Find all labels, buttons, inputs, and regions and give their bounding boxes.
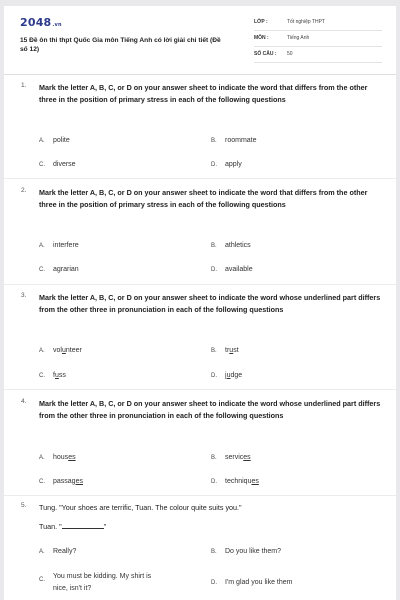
question-separator xyxy=(4,178,396,179)
option-text: services xyxy=(225,454,251,461)
option-letter: D. xyxy=(211,479,217,485)
option-letter: B. xyxy=(211,243,217,249)
answer-blank xyxy=(62,522,104,529)
meta-value: 50 xyxy=(287,51,293,57)
meta-value: Tiếng Anh xyxy=(287,35,310,41)
underlined-part: es xyxy=(68,454,76,461)
option-text: roommate xyxy=(225,137,257,144)
option-letter: B. xyxy=(211,455,217,461)
option-letter: C. xyxy=(39,373,45,379)
meta-row-count xyxy=(254,47,382,63)
question-number: 2. xyxy=(21,187,27,194)
option-letter: D. xyxy=(211,373,217,379)
option-d[interactable] xyxy=(211,579,292,586)
option-c[interactable] xyxy=(39,161,76,168)
option-letter: B. xyxy=(211,138,217,144)
question-dialogue-line xyxy=(39,521,384,533)
meta-value: Tốt nghiệp THPT xyxy=(287,19,325,25)
meta-key: LỚP : xyxy=(254,19,268,25)
option-b[interactable] xyxy=(211,347,239,354)
option-letter: A. xyxy=(39,348,45,354)
option-b[interactable] xyxy=(211,548,281,555)
underlined-part: es xyxy=(243,454,251,461)
meta-row-class xyxy=(254,15,382,31)
option-d[interactable] xyxy=(211,266,253,273)
underlined-part: u xyxy=(226,372,231,379)
option-text: Do you like them? xyxy=(225,548,282,555)
question-text: Mark the letter A, B, C, or D on your answer sheet to indicate the word whose underlined part differs from the other three in pronunciation in each of the following questions xyxy=(39,293,381,315)
option-a[interactable] xyxy=(39,454,76,461)
option-letter: A. xyxy=(39,138,45,144)
option-text: trust xyxy=(225,347,239,354)
option-text: passages xyxy=(53,478,83,485)
option-letter: C. xyxy=(39,267,45,273)
question-text: Mark the letter A, B, C, or D on your answer sheet to indicate the word whose underlined part differs from the other three in pronunciation in each of the following questions xyxy=(39,399,381,421)
exam-meta xyxy=(254,15,382,63)
question-separator xyxy=(4,389,396,390)
meta-key: SỐ CÂU : xyxy=(254,51,277,57)
option-a[interactable] xyxy=(39,347,82,354)
option-letter: A. xyxy=(39,549,45,555)
option-text: You must be kidding. My shirt is nice, isn't it? xyxy=(53,573,152,592)
question-text: Tung. "Your shoes are terrific, Tuan. The colour quite suits you." xyxy=(39,503,242,512)
option-text: judge xyxy=(225,372,243,379)
header-divider xyxy=(4,74,396,75)
option-letter: C. xyxy=(39,577,45,583)
option-letter: D. xyxy=(211,162,217,168)
option-a[interactable] xyxy=(39,242,79,249)
option-a[interactable] xyxy=(39,548,76,555)
option-text: houses xyxy=(53,454,76,461)
option-text: apply xyxy=(225,161,242,168)
option-text: available xyxy=(225,266,253,273)
underlined-part: es xyxy=(75,478,83,485)
underlined-part: u xyxy=(54,372,59,379)
question-text: Mark the letter A, B, C, or D on your answer sheet to indicate the word that differs from the other three in the position of primary stress in each of the following questions xyxy=(39,83,368,105)
option-c[interactable] xyxy=(39,571,159,595)
option-letter: A. xyxy=(39,455,45,461)
option-b[interactable] xyxy=(211,137,257,144)
option-c[interactable] xyxy=(39,266,79,273)
option-letter: B. xyxy=(211,549,217,555)
option-text: interfere xyxy=(53,242,79,249)
exam-title: 15 Đề ôn thi thpt Quốc Gia môn Tiếng Anh có lời giải chi tiết (Đề số 12) xyxy=(20,37,221,53)
option-text: fuss xyxy=(53,372,66,379)
option-text: athletics xyxy=(225,242,251,249)
option-a[interactable] xyxy=(39,137,70,144)
option-text: polite xyxy=(53,137,70,144)
meta-row-subject xyxy=(254,31,382,47)
underlined-part: es xyxy=(251,478,259,485)
underlined-part: u xyxy=(61,347,66,354)
option-text: I'm glad you like them xyxy=(225,579,293,586)
question-number: 1. xyxy=(21,82,27,89)
question-separator xyxy=(4,495,396,496)
option-text: Really? xyxy=(53,548,77,555)
option-letter: C. xyxy=(39,162,45,168)
logo-text: 2048 xyxy=(20,16,52,29)
site-logo[interactable] xyxy=(20,16,62,29)
option-letter: B. xyxy=(211,348,217,354)
underlined-part: u xyxy=(229,347,234,354)
question-number: 5. xyxy=(21,502,27,509)
option-c[interactable] xyxy=(39,372,66,379)
meta-key: MÔN : xyxy=(254,35,269,41)
question-number: 3. xyxy=(21,292,27,299)
option-text: diverse xyxy=(53,161,76,168)
option-d[interactable] xyxy=(211,161,242,168)
logo-suffix: .vn xyxy=(52,22,62,28)
question-number: 4. xyxy=(21,398,27,405)
exam-page xyxy=(4,6,396,600)
option-d[interactable] xyxy=(211,372,242,379)
option-text: agrarian xyxy=(53,266,79,273)
question-text: Mark the letter A, B, C, or D on your answer sheet to indicate the word that differs from the other three in the position of primary stress in each of the following questions xyxy=(39,188,368,210)
option-b[interactable] xyxy=(211,242,251,249)
question-separator xyxy=(4,284,396,285)
option-letter: D. xyxy=(211,267,217,273)
option-text: techniques xyxy=(225,478,259,485)
option-b[interactable] xyxy=(211,454,251,461)
option-c[interactable] xyxy=(39,478,83,485)
option-text: volunteer xyxy=(53,347,82,354)
option-d[interactable] xyxy=(211,478,259,485)
option-letter: A. xyxy=(39,243,45,249)
option-letter: D. xyxy=(211,580,217,586)
dialogue-prefix: Tuan. " xyxy=(39,522,62,531)
option-letter: C. xyxy=(39,479,45,485)
page-header xyxy=(4,6,396,68)
dialogue-suffix: " xyxy=(103,522,107,531)
